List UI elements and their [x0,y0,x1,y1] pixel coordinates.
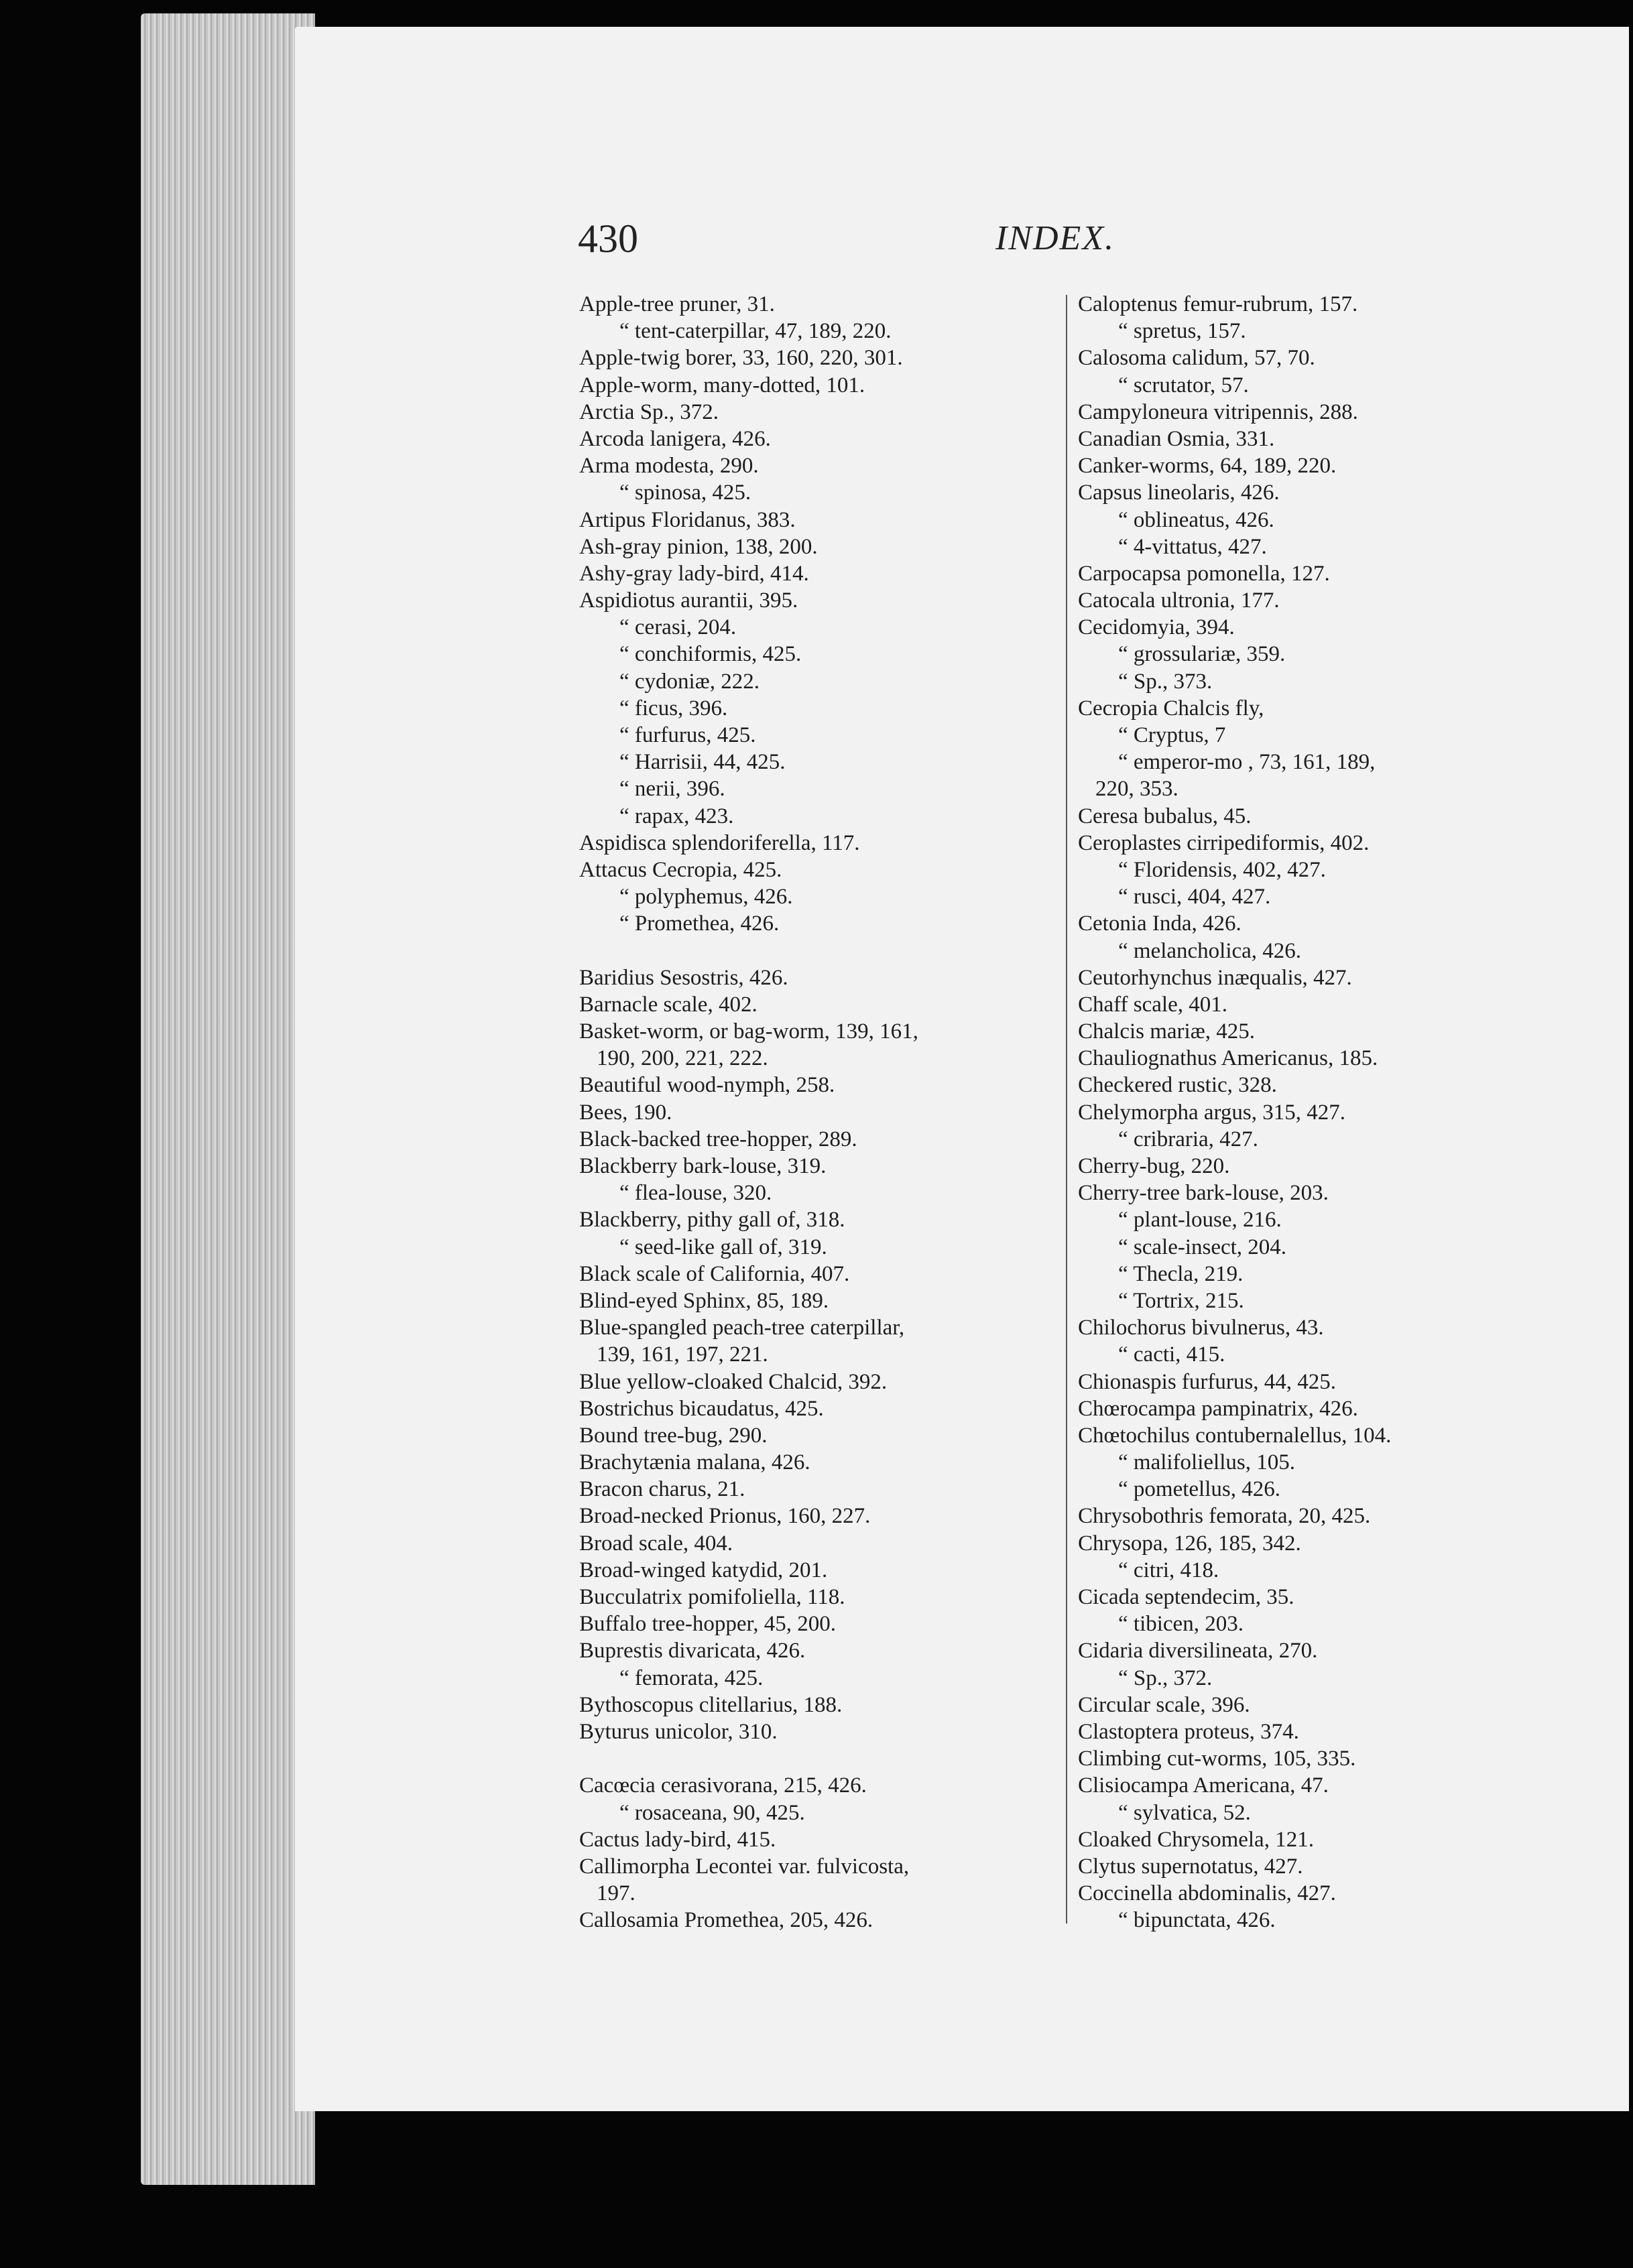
index-entry: Basket-worm, or bag-worm, 139, 161, [579,1019,918,1044]
index-entry: Chilochorus bivulnerus, 43. [1078,1316,1324,1340]
index-entry: Brachytænia malana, 426. [579,1450,810,1475]
index-entry: Chœrocampa pampinatrix, 426. [1078,1396,1358,1421]
column-divider [1066,295,1067,1924]
index-entry: “ grossulariæ, 359. [1118,642,1286,667]
index-entry: “ polyphemus, 426. [619,885,793,909]
index-entry: Bucculatrix pomifoliella, 118. [579,1585,845,1609]
index-entry: Canadian Osmia, 331. [1078,426,1275,451]
index-entry: Chalcis mariæ, 425. [1078,1019,1255,1044]
running-head: INDEX. [995,219,1115,257]
index-entry: “ Cryptus, 7 [1118,723,1226,747]
index-entry: “ rusci, 404, 427. [1118,885,1271,909]
index-entry: Cherry-tree bark-louse, 203. [1078,1181,1329,1206]
index-entry [579,938,918,964]
index-entry: 139, 161, 197, 221. [597,1342,768,1367]
index-entry: Barnacle scale, 402. [579,992,758,1017]
index-entry: Cecidomyia, 394. [1078,615,1235,640]
index-entry: “ 4-vittatus, 427. [1118,534,1267,559]
index-entry [579,1745,918,1772]
index-entry: Clisiocampa Americana, 47. [1078,1773,1329,1798]
index-entry: Artipus Floridanus, 383. [579,507,796,532]
index-entry: Broad-necked Prionus, 160, 227. [579,1504,871,1529]
index-entry: Broad-winged katydid, 201. [579,1558,828,1582]
index-entry: Chauliognathus Americanus, 185. [1078,1046,1378,1071]
book-page-edges [141,13,315,2185]
index-entry: Beautiful wood-nymph, 258. [579,1073,835,1098]
index-entry: Black-backed tree-hopper, 289. [579,1127,857,1151]
index-entry: “ Tortrix, 215. [1118,1288,1244,1313]
index-entry: Cloaked Chrysomela, 121. [1078,1827,1314,1852]
index-entry: “ Sp., 373. [1118,669,1213,694]
index-entry: Arcoda lanigera, 426. [579,426,771,451]
index-entry: Callosamia Promethea, 205, 426. [579,1908,873,1933]
index-entry: Apple-tree pruner, 31. [579,292,775,316]
index-entry: Broad scale, 404. [579,1531,733,1556]
index-entry: Bythoscopus clitellarius, 188. [579,1692,843,1717]
index-entry: “ Sp., 372. [1118,1665,1213,1690]
index-entry: Callimorpha Lecontei var. fulvicosta, [579,1854,910,1879]
index-entry: “ nerii, 396. [619,777,725,802]
index-entry: Attacus Cecropia, 425. [579,857,782,882]
index-entry: “ scale-insect, 204. [1118,1235,1287,1259]
index-column-left [579,291,918,1934]
index-entry: “ cydoniæ, 222. [619,669,760,694]
index-entry: Checkered rustic, 328. [1078,1073,1277,1098]
index-entry: “ furfurus, 425. [619,723,756,747]
index-entry: Cacœcia cerasivorana, 215, 426. [579,1773,867,1798]
index-entry: “ cribraria, 427. [1118,1127,1258,1151]
index-entry: “ melancholica, 426. [1118,938,1302,963]
index-entry: “ tibicen, 203. [1118,1612,1244,1637]
index-entry: Cactus lady-bird, 415. [579,1827,776,1852]
index-entry: Byturus unicolor, 310. [579,1719,778,1744]
index-entry: Baridius Sesostris, 426. [579,965,788,990]
index-entry: Climbing cut-worms, 105, 335. [1078,1747,1356,1771]
index-entry: “ rapax, 423. [619,804,734,828]
index-entry: Buffalo tree-hopper, 45, 200. [579,1612,836,1637]
index-entry: Blind-eyed Sphinx, 85, 189. [579,1288,829,1313]
index-entry: Circular scale, 396. [1078,1692,1250,1717]
index-entry: “ emperor-mo , 73, 161, 189, [1118,750,1376,775]
index-entry: “ spretus, 157. [1118,319,1246,344]
index-entry: Bostrichus bicaudatus, 425. [579,1396,824,1421]
index-entry: Canker-worms, 64, 189, 220. [1078,454,1337,479]
index-entry: Apple-twig borer, 33, 160, 220, 301. [579,346,903,371]
index-entry: Buprestis divaricata, 426. [579,1639,806,1663]
index-entry: Catocala ultronia, 177. [1078,588,1280,613]
index-entry: Cherry-bug, 220. [1078,1154,1230,1178]
index-entry: Chionaspis furfurus, 44, 425. [1078,1369,1336,1394]
index-entry: Ceutorhynchus inæqualis, 427. [1078,965,1352,990]
index-entry: Clastoptera proteus, 374. [1078,1719,1299,1744]
index-entry: Capsus lineolaris, 426. [1078,481,1280,505]
page-number: 430 [578,216,638,261]
index-entry: 190, 200, 221, 222. [597,1046,768,1071]
index-entry: Chrysopa, 126, 185, 342. [1078,1531,1301,1556]
index-entry: Cecropia Chalcis fly, [1078,696,1264,720]
index-entry: Ashy-gray lady-bird, 414. [579,561,809,586]
index-entry: Chaff scale, 401. [1078,992,1227,1017]
index-entry: “ Harrisii, 44, 425. [619,750,786,775]
index-entry: Aspidiotus aurantii, 395. [579,588,798,613]
index-entry: Aspidisca splendoriferella, 117. [579,830,860,855]
index-entry: 220, 353. [1095,777,1178,802]
index-entry: “ conchiformis, 425. [619,642,802,667]
index-entry: Calosoma calidum, 57, 70. [1078,346,1315,371]
index-entry: Apple-worm, many-dotted, 101. [579,373,865,397]
index-entry: “ malifoliellus, 105. [1118,1450,1295,1475]
index-entry: “ bipunctata, 426. [1118,1908,1276,1933]
index-entry: “ cacti, 415. [1118,1342,1225,1367]
index-entry: Chœtochilus contubernalellus, 104. [1078,1423,1392,1448]
index-entry: Cicada septendecim, 35. [1078,1585,1294,1609]
index-entry: “ tent-caterpillar, 47, 189, 220. [619,319,892,344]
index-entry: “ seed-like gall of, 319. [619,1235,827,1259]
index-entry: Arma modesta, 290. [579,454,759,479]
index-entry: Blackberry, pithy gall of, 318. [579,1208,845,1233]
index-entry: Chrysobothris femorata, 20, 425. [1078,1504,1371,1529]
index-entry: Bound tree-bug, 290. [579,1423,768,1448]
index-entry: “ scrutator, 57. [1118,373,1249,397]
index-entry: “ spinosa, 425. [619,481,751,505]
index-entry: Coccinella abdominalis, 427. [1078,1881,1336,1906]
index-entry: Ceroplastes cirripediformis, 402. [1078,830,1370,855]
index-entry: Clytus supernotatus, 427. [1078,1854,1303,1879]
index-entry: “ citri, 418. [1118,1558,1219,1582]
index-entry: “ Thecla, 219. [1118,1261,1244,1286]
index-entry: “ flea-louse, 320. [619,1181,772,1206]
index-entry: “ Floridensis, 402, 427. [1118,857,1326,882]
index-entry: Black scale of California, 407. [579,1261,850,1286]
index-entry: Bracon charus, 21. [579,1477,745,1502]
index-entry: “ oblineatus, 426. [1118,507,1274,532]
index-entry: Campyloneura vitripennis, 288. [1078,399,1358,424]
book-page [295,27,1629,2111]
index-entry: Blue-spangled peach-tree caterpillar, [579,1316,905,1340]
index-entry: Arctia Sp., 372. [579,399,719,424]
index-entry: “ sylvatica, 52. [1118,1800,1251,1825]
index-entry: Blue yellow-cloaked Chalcid, 392. [579,1369,888,1394]
index-entry: “ Promethea, 426. [619,911,780,936]
index-entry: Ceresa bubalus, 45. [1078,804,1252,828]
index-entry: Bees, 190. [579,1100,672,1125]
index-entry: Blackberry bark-louse, 319. [579,1154,827,1178]
index-entry: “ rosaceana, 90, 425. [619,1800,805,1825]
index-entry: Carpocapsa pomonella, 127. [1078,561,1330,586]
index-entry: Cetonia Inda, 426. [1078,911,1242,936]
index-entry: Caloptenus femur-rubrum, 157. [1078,292,1358,316]
index-entry: Cidaria diversilineata, 270. [1078,1639,1318,1663]
index-entry: Chelymorpha argus, 315, 427. [1078,1100,1346,1125]
index-entry: “ femorata, 425. [619,1665,764,1690]
index-entry: “ plant-louse, 216. [1118,1208,1282,1233]
index-entry: “ pometellus, 426. [1118,1477,1280,1502]
index-column-right [1078,291,1391,1934]
index-entry: “ cerasi, 204. [619,615,737,640]
index-entry: Ash-gray pinion, 138, 200. [579,534,818,559]
index-entry: “ ficus, 396. [619,696,728,720]
index-entry: 197. [597,1881,636,1906]
